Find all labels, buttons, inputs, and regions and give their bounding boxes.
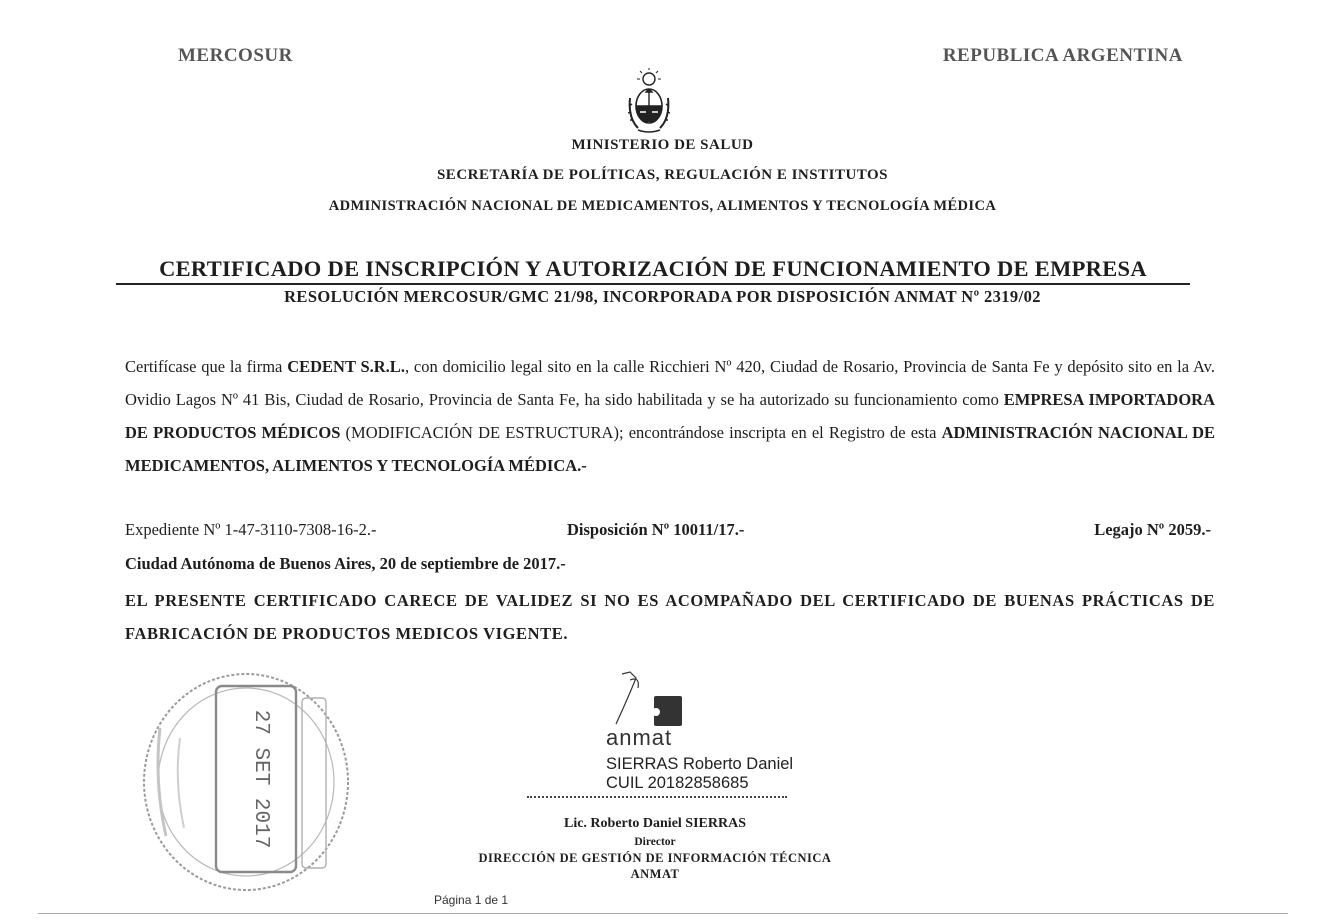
footer-divider bbox=[38, 913, 1288, 914]
certificate-subtitle: RESOLUCIÓN MERCOSUR/GMC 21/98, INCORPORADA POR DISPOSICIÓN ANMAT Nº 2319/02 bbox=[284, 287, 1041, 306]
signatory-role: Director bbox=[634, 836, 676, 848]
secretaria-title: SECRETARÍA DE POLÍTICAS, REGULACIÓN E INSTITUTOS bbox=[436, 167, 889, 183]
ministry-title: MINISTERIO DE SALUD bbox=[571, 137, 754, 153]
header-republica-argentina: REPUBLICA ARGENTINA bbox=[942, 45, 1183, 66]
digital-signer-cuil: CUIL 20182858685 bbox=[606, 774, 749, 792]
page-number: Página 1 de 1 bbox=[434, 893, 509, 907]
digital-signer-name: SIERRAS Roberto Daniel bbox=[606, 755, 794, 773]
issue-date: Ciudad Autónoma de Buenos Aires, 20 de septiembre de 2017.- bbox=[125, 554, 566, 573]
header-mercosur: MERCOSUR bbox=[178, 45, 293, 66]
signatory-direction: DIRECCIÓN DE GESTIÓN DE INFORMACIÓN TÉCNICA bbox=[478, 851, 832, 865]
coat-of-arms-icon bbox=[624, 68, 674, 136]
certificate-body bbox=[125, 350, 1215, 482]
received-stamp-icon bbox=[140, 668, 352, 896]
body-text-2: , con domicilio legal sito en la calle Ricchieri Nº 420, Ciudad de Rosario, Provincia de Santa Fe y depósito sito en la Av. Ovidio Lagos Nº 41 Bis, Ciudad de Rosario, Provincia de Santa Fe, ha sido habilitada y se ha autorizado su funcionamiento como bbox=[125, 357, 1215, 409]
legajo-number: Legajo Nº 2059.- bbox=[1094, 520, 1211, 539]
administracion-title: ADMINISTRACIÓN NACIONAL DE MEDICAMENTOS, ALIMENTOS Y TECNOLOGÍA MÉDICA bbox=[328, 198, 997, 214]
expediente-number: Expediente Nº 1-47-3110-7308-16-2.- bbox=[125, 520, 377, 539]
validity-warning: EL PRESENTE CERTIFICADO CARECE DE VALIDEZ SI NO ES ACOMPAÑADO DEL CERTIFICADO DE BUENAS PRÁCTICAS DE FABRICACIÓN DE PRODUCTOS MEDICOS VIGENTE. bbox=[125, 591, 1215, 643]
body-text-1: Certifícase que la firma bbox=[125, 357, 288, 376]
registry-name: ADMINISTRACIÓN NACIONAL DE MEDICAMENTOS, ALIMENTOS Y TECNOLOGÍA MÉDICA.- bbox=[125, 423, 1215, 475]
anmat-logo: anmat bbox=[606, 725, 673, 750]
stamp-date: 27 SET 2017 bbox=[249, 709, 272, 849]
digital-signer bbox=[606, 755, 793, 793]
signatory-org: ANMAT bbox=[630, 867, 680, 881]
certificate-title: CERTIFICADO DE INSCRIPCIÓN Y AUTORIZACIÓN DE FUNCIONAMIENTO DE EMPRESA bbox=[116, 256, 1190, 285]
company-name: CEDENT S.R.L. bbox=[287, 357, 405, 376]
signature-line bbox=[527, 796, 787, 798]
body-text-3: (MODIFICACIÓN DE ESTRUCTURA); encontrándose inscripta en el Registro de esta bbox=[340, 423, 942, 442]
signatory-name: Lic. Roberto Daniel SIERRAS bbox=[563, 816, 746, 831]
handwritten-signature bbox=[610, 668, 700, 730]
activity-type: EMPRESA IMPORTADORA DE PRODUCTOS MÉDICOS bbox=[125, 390, 1215, 442]
disposicion-number: Disposición Nº 10011/17.- bbox=[567, 520, 745, 539]
